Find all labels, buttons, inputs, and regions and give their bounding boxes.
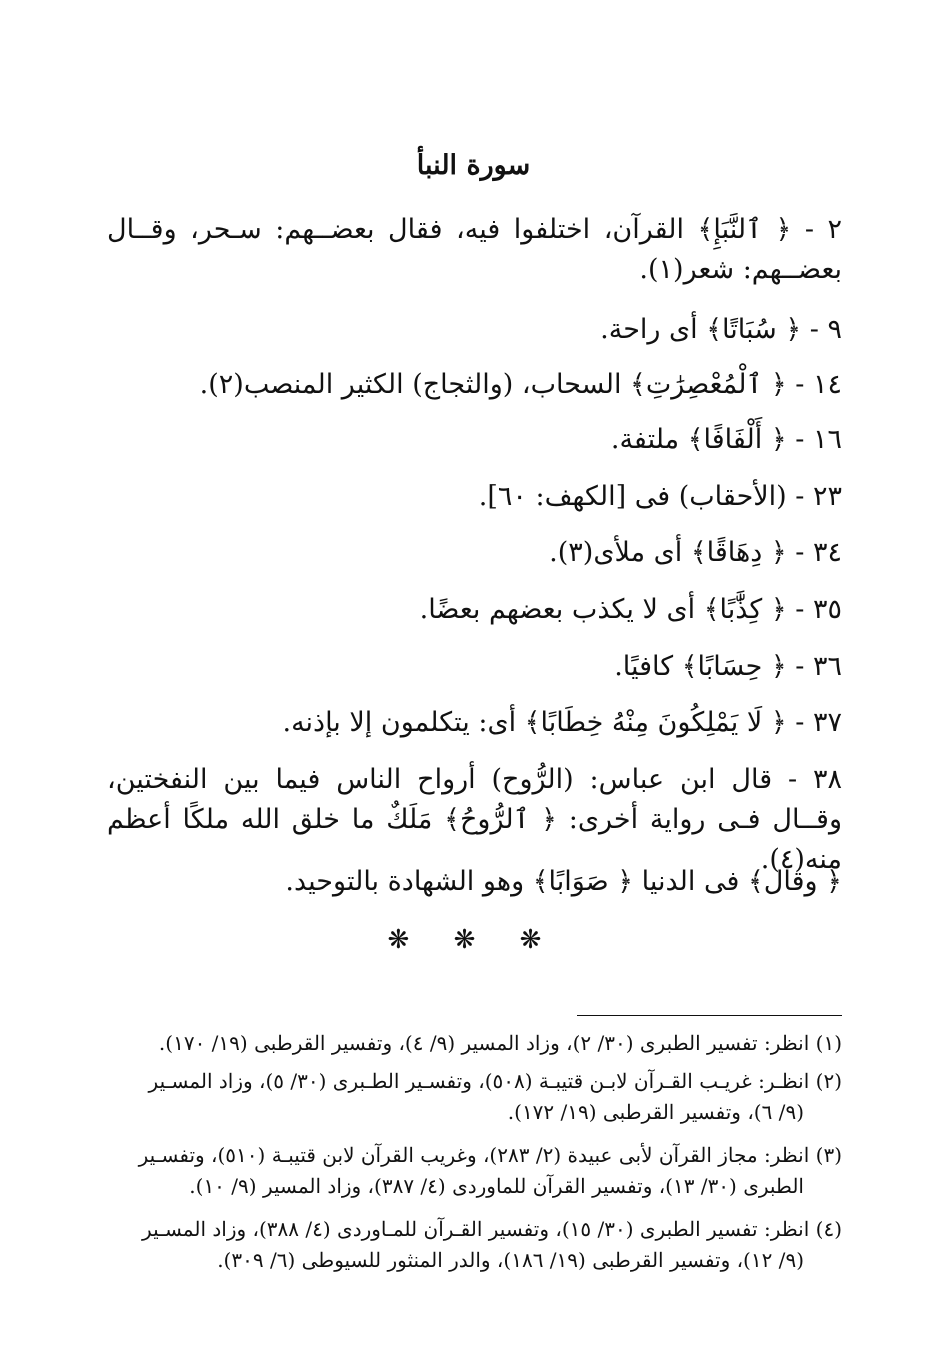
entry-verse-35: ٣٥ - ﴿ كِذَّٰبًا﴾ أى لا يكذب بعضهم بعضًا. bbox=[419, 594, 842, 625]
section-separator: ❋ ❋ ❋ bbox=[387, 925, 560, 955]
entry-verse-23: ٢٣ - (الأحقاب) فى [الكهف: ٦٠]. bbox=[478, 481, 842, 512]
entry-verse-34: ٣٤ - ﴿ دِهَاقًا﴾ أى ملأى(٣). bbox=[549, 537, 842, 568]
entry-verse-2: ٢ - ﴿ ٱلنَّبَإِ﴾ القرآن، اختلفوا فيه، فقال بعضــهم: سـحر، وقــال بعضــهم: شعر(١). bbox=[107, 214, 842, 285]
entry-verse-36: ٣٦ - ﴿ حِسَابًا﴾ كافيًا. bbox=[614, 651, 842, 682]
footnote-3-text: (٣) انظر: مجاز القرآن لأبى عبيدة (٢/ ٢٨٣)، وغريب القرآن لابن قتيبـة (٥١٠)، وتفسـير bbox=[138, 1143, 842, 1167]
entry-verse-9: ٩ - ﴿ سُبَاتًا﴾ أى راحة. bbox=[600, 314, 842, 345]
page-title: سورة النبأ bbox=[416, 150, 531, 181]
footnote-1-text: (١) انظر: تفسير الطبرى (٣٠/ ٢)، وزاد المسير (٩/ ٤)، وتفسير القرطبى (١٩/ ١٧٠). bbox=[158, 1031, 842, 1055]
entry-verse-16: ١٦ - ﴿ أَلْفَافًا﴾ ملتفة. bbox=[610, 424, 842, 455]
footnote-1 bbox=[107, 1028, 842, 1059]
footnote-2-text: (٢) انظـر: غريـب القـرآن لابـن قتيبـة (٥٠٨)، وتفسـير الطـبرى (٣٠/ ٥)، وزاد المسـير bbox=[148, 1069, 842, 1093]
footnote-4-continuation: (٩/ ١٢)، وتفسير القرطبى (١٩/ ١٨٦)، والدر المنثور للسيوطى (٦/ ٣٠٩). bbox=[217, 1248, 804, 1272]
footnote-rule bbox=[577, 1015, 842, 1016]
entry-closing-note: ﴿ وقال﴾ فى الدنيا ﴿ صَوَابًا﴾ وهو الشهادة بالتوحيد. bbox=[285, 866, 842, 897]
footnote-2-continuation: (٩/ ٦)، وتفسير القرطبى (١٩/ ١٧٢). bbox=[507, 1100, 804, 1124]
footnote-3 bbox=[107, 1140, 842, 1202]
footnote-4-text: (٤) انظر: تفسير الطبرى (٣٠/ ١٥)، وتفسير القـرآن للمـاوردى (٤/ ٣٨٨)، وزاد المسـير bbox=[142, 1217, 842, 1241]
footnote-2 bbox=[107, 1066, 842, 1128]
footnote-4 bbox=[107, 1214, 842, 1276]
entry-verse-38: ٣٨ - قال ابن عباس: (الرُّوح) أرواح الناس فيما بين النفختين، وقــال فـى رواية أخرى: ﴿ ٱلرُّوحُ﴾ مَلَكٌ ما خلق الله ملكًا أعظم منه(٤). bbox=[107, 764, 842, 875]
entry-verse-37: ٣٧ - ﴿ لَا يَمْلِكُونَ مِنْهُ خِطَابًا﴾ أى: يتكلمون إلا بإذنه. bbox=[282, 707, 842, 738]
entry-verse-14: ١٤ - ﴿ ٱلْمُعْصِرَٰتِ﴾ السحاب، (والثجاج) الكثير المنصب(٢). bbox=[199, 369, 842, 400]
footnote-3-continuation: الطبرى (٣٠/ ١٣)، وتفسير القرآن للماوردى (٤/ ٣٨٧)، وزاد المسير (٩/ ١٠). bbox=[189, 1174, 804, 1198]
